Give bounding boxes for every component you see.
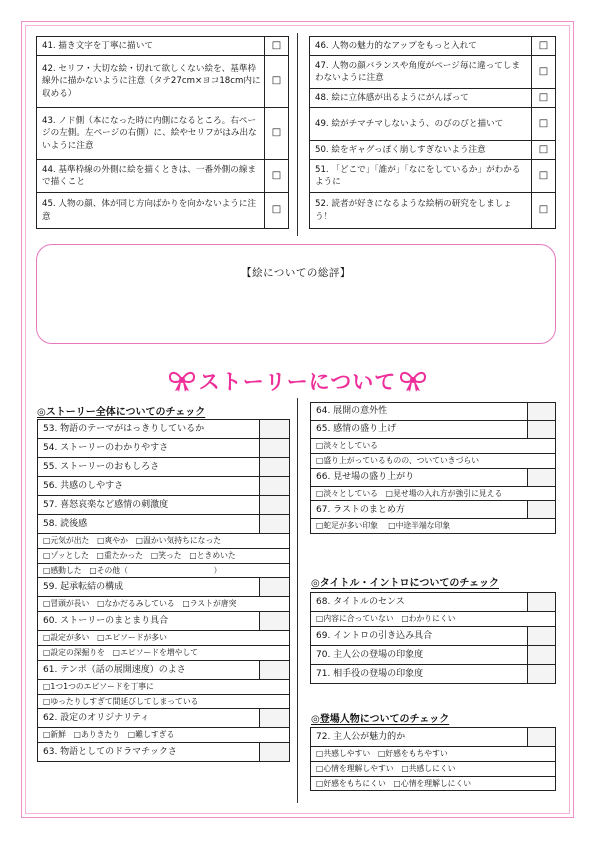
rating-cell[interactable]: [528, 626, 556, 645]
check-options[interactable]: □淡々としている: [311, 439, 556, 454]
check-row: [38, 420, 290, 439]
rating-cell[interactable]: [528, 728, 556, 747]
check-row: [310, 160, 556, 193]
story-section-title: [0, 366, 595, 396]
story-overall-heading: ◎ストーリー全体についてのチェック: [37, 407, 206, 418]
check-row: [311, 728, 556, 747]
check-options[interactable]: □元気が出た □爽やか □温かい気持ちになった: [38, 534, 290, 549]
option-row: [311, 761, 556, 776]
check-item-label: 44. 基準枠線の外側に絵を描くときは、一番外側の線まで描くこと: [37, 160, 265, 193]
option-row: [311, 439, 556, 454]
rating-cell[interactable]: [528, 421, 556, 439]
check-item-label: 62. 設定のオリジナリティ: [38, 709, 260, 728]
check-item-label: 51. 「どこで」「誰が」「なにをしているか」がわかるように: [310, 160, 532, 193]
check-row: [311, 664, 556, 683]
rating-cell[interactable]: [260, 477, 290, 496]
check-row: [310, 108, 556, 141]
option-row: [38, 563, 290, 578]
art-checklist-right: [309, 36, 556, 229]
option-row: [38, 548, 290, 563]
check-row: [38, 660, 290, 679]
check-item-label: 64. 展開の意外性: [311, 403, 528, 421]
check-item-label: 48. 絵に立体感が出るようにがんばって: [310, 89, 532, 108]
checkbox[interactable]: □: [265, 108, 289, 160]
rating-cell[interactable]: [528, 403, 556, 421]
check-row: [311, 645, 556, 664]
option-row: [311, 519, 556, 534]
checkbox[interactable]: □: [532, 37, 556, 56]
check-options[interactable]: □蛇足が多い印象 □中途半端な印象: [311, 519, 556, 534]
rating-cell[interactable]: [260, 612, 290, 631]
option-row: [38, 728, 290, 743]
check-options[interactable]: □内容に合っていない □わかりにくい: [311, 612, 556, 627]
check-item-label: 68. タイトルのセンス: [311, 593, 528, 612]
check-options[interactable]: □ゾッとした □重たかった □笑った □ときめいた: [38, 548, 290, 563]
check-item-label: 43. ノド側（本になった時に内側になるところ。右ページの左側。左ページの右側）に、絵やセリフがはみ出ないように注意: [37, 108, 265, 160]
option-row: [38, 631, 290, 646]
story-checklist-left: [37, 419, 290, 762]
check-item-label: 67. ラストのまとめ方: [311, 501, 528, 519]
check-item-label: 72. 主人公が魅力的か: [311, 728, 528, 747]
check-row: [310, 37, 556, 56]
check-row: [38, 578, 290, 597]
checkbox[interactable]: □: [532, 56, 556, 89]
check-row: [37, 108, 289, 160]
check-item-label: 58. 読後感: [38, 515, 260, 534]
story-checklist-right: [310, 402, 556, 534]
check-row: [37, 56, 289, 108]
check-row: [311, 403, 556, 421]
check-row: [311, 593, 556, 612]
check-row: [38, 496, 290, 515]
checkbox[interactable]: □: [532, 160, 556, 193]
check-row: [311, 501, 556, 519]
check-row: [38, 612, 290, 631]
check-item-label: 42. セリフ・大切な絵・切れて欲しくない絵を、基準枠線外に描かないように注意（タテ27cm×ヨコ18cm内に収める）: [37, 56, 265, 108]
check-options[interactable]: □心情を理解しやすい □共感しにくい: [311, 761, 556, 776]
check-options[interactable]: □設定が多い □エピソードが多い: [38, 631, 290, 646]
check-item-label: 63. 物語としてのドラマチックさ: [38, 743, 260, 762]
check-item-label: 59. 起承転結の構成: [38, 578, 260, 597]
art-summary-title: 【絵についての総評】: [241, 267, 351, 279]
rating-cell[interactable]: [260, 660, 290, 679]
check-item-label: 49. 絵がチマチマしないよう、のびのびと描いて: [310, 108, 532, 141]
check-options[interactable]: □新鮮 □ありきたり □難しすぎる: [38, 728, 290, 743]
title-intro-heading: ◎タイトル・イントロについてのチェック: [311, 578, 500, 589]
check-options[interactable]: □好感をもちにくい □心情を理解しにくい: [311, 776, 556, 791]
rating-cell[interactable]: [528, 664, 556, 683]
check-options[interactable]: □1つ1つのエピソードを丁寧に: [38, 679, 290, 694]
characters-checklist: [310, 727, 556, 791]
check-item-label: 47. 人物の顔バランスや角度がページ毎に違ってしまわないように注意: [310, 56, 532, 89]
check-item-label: 55. ストーリーのおもしろさ: [38, 458, 260, 477]
characters-heading: ◎登場人物についてのチェック: [311, 714, 450, 725]
rating-cell[interactable]: [260, 439, 290, 458]
rating-cell[interactable]: [260, 578, 290, 597]
check-item-label: 71. 相手役の登場の印象度: [311, 664, 528, 683]
check-options[interactable]: □盛り上がっているものの、ついていきづらい: [311, 453, 556, 468]
check-row: [310, 141, 556, 160]
check-row: [38, 743, 290, 762]
check-row: [310, 193, 556, 229]
rating-cell[interactable]: [260, 743, 290, 762]
option-row: [311, 486, 556, 501]
check-item-label: 57. 喜怒哀楽など感情の刺激度: [38, 496, 260, 515]
option-row: [38, 597, 290, 612]
option-row: [38, 679, 290, 694]
option-row: [311, 776, 556, 791]
rating-cell[interactable]: [260, 420, 290, 439]
story-section-title-text: ストーリーについて: [198, 370, 397, 394]
option-row: [38, 694, 290, 709]
ribbon-icon: [169, 369, 195, 393]
checkbox[interactable]: □: [265, 56, 289, 108]
option-row: [311, 612, 556, 627]
title-intro-checklist: [310, 592, 556, 684]
check-options[interactable]: □共感しやすい □好感をもちやすい: [311, 747, 556, 762]
check-options[interactable]: □設定の深掘りを □エピソードを増やして: [38, 645, 290, 660]
check-row: [38, 709, 290, 728]
ribbon-icon: [400, 369, 426, 393]
check-row: [311, 626, 556, 645]
check-row: [37, 37, 289, 56]
art-summary-box[interactable]: [36, 244, 556, 344]
check-item-label: 46. 人物の魅力的なアップをもっと入れて: [310, 37, 532, 56]
checkbox[interactable]: □: [532, 141, 556, 160]
check-item-label: 52. 読者が好きになるような絵柄の研究をしましょう！: [310, 193, 532, 229]
column-divider-top: [297, 33, 298, 236]
check-row: [311, 421, 556, 439]
rating-cell[interactable]: [528, 468, 556, 486]
check-item-label: 69. イントロの引き込み具合: [311, 626, 528, 645]
rating-cell[interactable]: [260, 709, 290, 728]
option-row: [311, 747, 556, 762]
rating-cell[interactable]: [260, 458, 290, 477]
check-item-label: 60. ストーリーのまとまり具合: [38, 612, 260, 631]
check-options[interactable]: □ゆったりしすぎて間延びしてしまっている: [38, 694, 290, 709]
column-divider-bottom: [297, 398, 298, 803]
check-row: [38, 477, 290, 496]
check-item-label: 54. ストーリーのわかりやすさ: [38, 439, 260, 458]
check-item-label: 45. 人物の顔、体が同じ方向ばかりを向かないように注意: [37, 193, 265, 229]
check-item-label: 61. テンポ（話の展開速度）のよさ: [38, 660, 260, 679]
checkbox[interactable]: □: [265, 37, 289, 56]
check-options[interactable]: □感動した □その他（ ）: [38, 563, 290, 578]
check-row: [311, 468, 556, 486]
check-item-label: 56. 共感のしやすさ: [38, 477, 260, 496]
option-row: [311, 453, 556, 468]
check-item-label: 53. 物語のテーマがはっきりしているか: [38, 420, 260, 439]
option-row: [38, 534, 290, 549]
rating-cell[interactable]: [528, 645, 556, 664]
checkbox[interactable]: □: [265, 193, 289, 229]
check-item-label: 66. 見せ場の盛り上がり: [311, 468, 528, 486]
check-item-label: 70. 主人公の登場の印象度: [311, 645, 528, 664]
art-checklist-left: [36, 36, 289, 229]
check-options[interactable]: □淡々としている □見せ場の入れ方が強引に見える: [311, 486, 556, 501]
checkbox[interactable]: □: [265, 160, 289, 193]
check-row: [37, 193, 289, 229]
checkbox[interactable]: □: [532, 108, 556, 141]
check-item-label: 65. 感情の盛り上げ: [311, 421, 528, 439]
check-item-label: 41. 描き文字を丁寧に描いて: [37, 37, 265, 56]
check-options[interactable]: □冒頭が長い □なかだるみしている □ラストが唐突: [38, 597, 290, 612]
check-row: [38, 515, 290, 534]
rating-cell[interactable]: [528, 501, 556, 519]
rating-cell[interactable]: [528, 593, 556, 612]
check-item-label: 50. 絵をギャグっぽく崩しすぎないよう注意: [310, 141, 532, 160]
check-row: [37, 160, 289, 193]
rating-cell[interactable]: [260, 515, 290, 534]
check-row: [38, 458, 290, 477]
rating-cell[interactable]: [260, 496, 290, 515]
check-row: [38, 439, 290, 458]
check-row: [310, 56, 556, 89]
checkbox[interactable]: □: [532, 89, 556, 108]
option-row: [38, 645, 290, 660]
checkbox[interactable]: □: [532, 193, 556, 229]
check-row: [310, 89, 556, 108]
